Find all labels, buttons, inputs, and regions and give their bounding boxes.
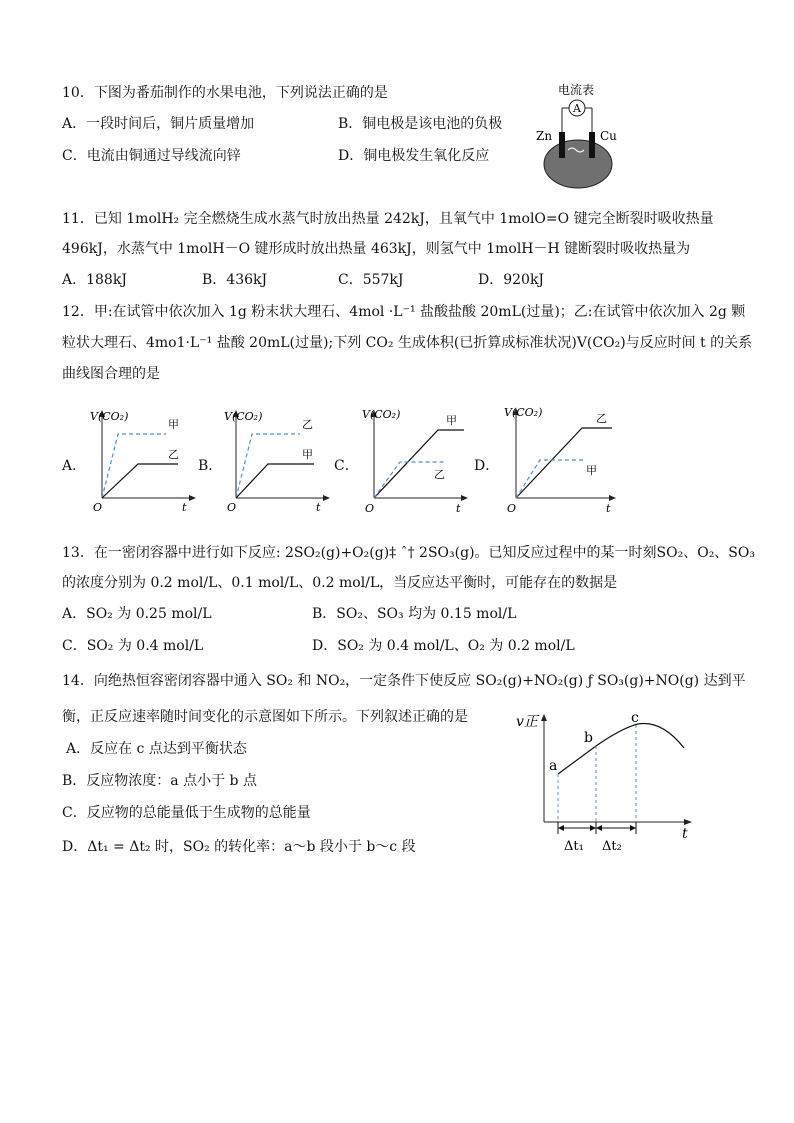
q11-stem-line1: 11．已知 1molH₂ 完全燃烧生成水蒸气时放出热量 242kJ，且氧气中 1molO=O 键完全断裂时吸收热量 [62, 211, 714, 227]
axis-origin: O [365, 502, 375, 515]
axis-ylabel: V(CO₂) [224, 410, 263, 423]
axis-origin: O [507, 502, 517, 515]
cu-electrode [589, 132, 595, 158]
series-jia-line [516, 460, 586, 498]
q12-graph-a [88, 404, 198, 516]
q10-option-b: B．铜电极是该电池的负极 [338, 116, 503, 132]
series-yi-label: 乙 [434, 468, 445, 481]
axis-xlabel: t [606, 502, 611, 515]
series-jia-line [374, 430, 464, 498]
series-yi-label: 乙 [302, 418, 313, 431]
dt2-label: Δt₂ [602, 839, 622, 854]
dt1-label: Δt₁ [564, 839, 584, 854]
rate-ylabel: v正 [516, 714, 538, 730]
axis-origin: O [93, 501, 103, 514]
q10-option-c: C．电流由铜通过导线流向锌 [62, 148, 241, 164]
series-yi-line [516, 428, 612, 498]
q12-stem-line2: 粒状大理石、4mo1·L⁻¹ 盐酸 20mL(过量);下列 CO₂ 生成体积(已折算成标准状况)V(CO₂)与反应时间 t 的关系 [62, 335, 753, 351]
series-yi-line [102, 464, 178, 498]
axis-xlabel: t [456, 502, 461, 515]
cu-label: Cu [600, 129, 617, 143]
rate-xlabel: t [682, 826, 688, 842]
q12-stem-line3: 曲线图合理的是 [62, 366, 160, 382]
q12-option-a-label: A． [62, 458, 87, 474]
series-jia-line [236, 464, 314, 498]
q13-option-c: C．SO₂ 为 0.4 mol/L [62, 638, 204, 654]
series-jia-label: 甲 [302, 448, 313, 461]
axis-xlabel: t [182, 501, 187, 514]
q11-option-c: C．557kJ [338, 272, 404, 288]
q12-stem-line1: 12．甲:在试管中依次加入 1g 粉末状大理石、4mol ·L⁻¹ 盐酸盐酸 20mL(过量)；乙:在试管中依次加入 2g 颗 [62, 304, 746, 320]
q12-graph-b [222, 404, 332, 516]
series-yi-label: 乙 [596, 412, 607, 425]
series-yi-label: 乙 [168, 448, 179, 461]
tomato-shape [544, 140, 612, 188]
q13-option-d: D．SO₂ 为 0.4 mol/L、O₂ 为 0.2 mol/L [312, 638, 575, 654]
q13-stem-line2: 的浓度分别为 0.2 mol/L、0.1 mol/L、0.2 mol/L，当反应达平衡时，可能存在的数据是 [62, 575, 618, 591]
q13-stem-line1: 13．在一密闭容器中进行如下反应: 2SO₂(g)+O₂(g)‡ ˆ† 2SO₃(g)。已知反应过程中的某一时刻SO₂、O₂、SO₃ [62, 545, 755, 561]
ammeter-label: 电流表 [558, 83, 595, 97]
q14-rate-graph [510, 706, 700, 862]
q10-stem: 10．下图为番茄制作的水果电池，下列说法正确的是 [62, 85, 388, 101]
point-c-label: c [631, 710, 639, 726]
axis-ylabel: V(CO₂) [90, 410, 129, 423]
q14-option-a: A．反应在 c 点达到平衡状态 [66, 741, 247, 757]
point-a-label: a [549, 758, 558, 774]
series-jia-label: 甲 [586, 464, 597, 477]
q14-option-c: C．反应物的总能量低于生成物的总能量 [62, 805, 311, 821]
q14-option-d: D．Δt₁ = Δt₂ 时，SO₂ 的转化率：a～b 段小于 b～c 段 [62, 839, 416, 855]
axis-ylabel: V(CO₂) [362, 408, 401, 421]
q11-option-b: B．436kJ [202, 272, 268, 288]
q12-option-d-label: D． [474, 458, 500, 474]
series-jia-label: 甲 [446, 414, 457, 427]
q10-option-a: A．一段时间后，铜片质量增加 [62, 116, 255, 132]
q14-stem-line1: 14．向绝热恒容密闭容器中通入 SO₂ 和 NO₂，一定条件下使反应 SO₂(g)+NO₂(g) ƒ SO₃(g)+NO(g) 达到平 [62, 673, 746, 689]
axis-ylabel: V(CO₂) [504, 406, 543, 419]
fruit-battery-figure [530, 80, 640, 192]
zn-label: Zn [536, 129, 553, 143]
q11-stem-line2: 496kJ，水蒸气中 1molH－O 键形成时放出热量 463kJ，则氢气中 1molH－H 键断裂时吸收热量为 [62, 241, 691, 257]
q12-graph-d [502, 400, 620, 518]
axis-xlabel: t [316, 501, 321, 514]
q13-option-b: B．SO₂、SO₃ 均为 0.15 mol/L [312, 606, 517, 622]
q14-option-b: B．反应物浓度：a 点小于 b 点 [62, 773, 257, 789]
point-b-label: b [584, 730, 593, 746]
series-jia-label: 甲 [168, 418, 179, 431]
axis-origin: O [227, 501, 237, 514]
rate-curve [558, 724, 684, 775]
q13-option-a: A．SO₂ 为 0.25 mol/L [62, 606, 212, 622]
q12-option-b-label: B． [198, 458, 223, 474]
q10-option-d: D．铜电极发生氧化反应 [338, 148, 490, 164]
q12-graph-c [360, 402, 470, 518]
q11-option-d: D．920kJ [478, 272, 545, 288]
q12-option-c-label: C． [334, 458, 359, 474]
ammeter-symbol: A [573, 102, 581, 115]
zn-electrode [559, 132, 565, 158]
q14-stem-line2: 衡，正反应速率随时间变化的示意图如下所示。下列叙述正确的是 [62, 709, 468, 725]
q11-option-a: A．188kJ [62, 272, 127, 288]
